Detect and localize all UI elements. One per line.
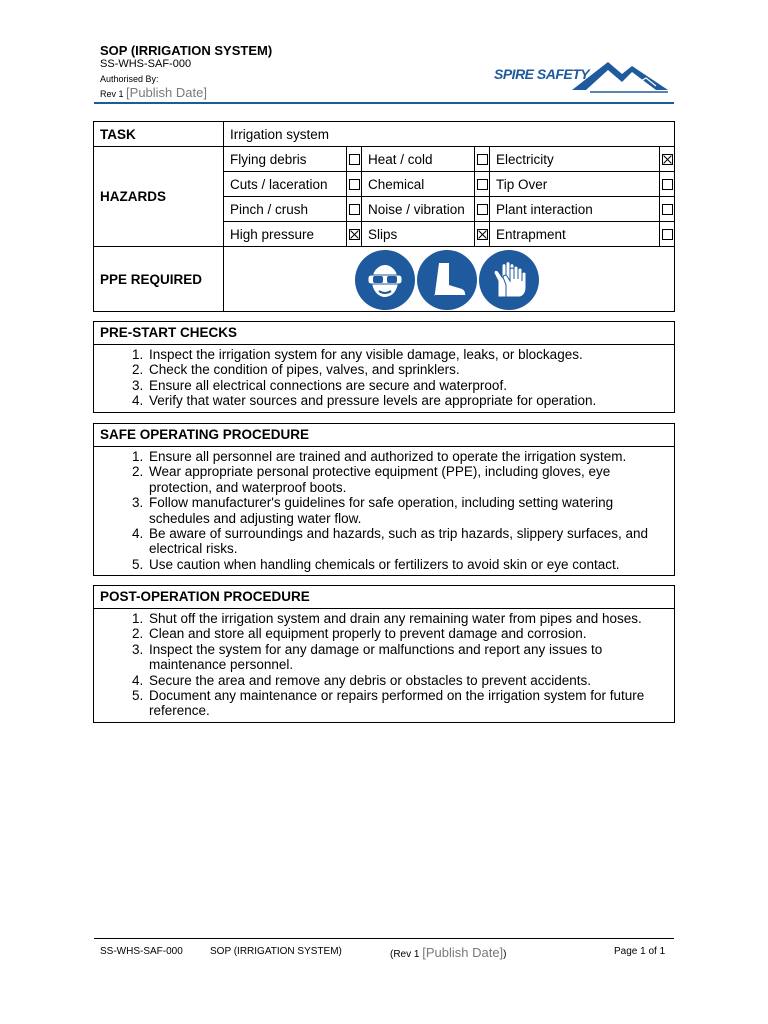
- list-item: 2. Check the condition of pipes, valves, and sprinklers.: [147, 362, 674, 377]
- hazard-checkbox[interactable]: [660, 172, 675, 197]
- unchecked-checkbox-icon: [662, 229, 673, 240]
- post-operation-list: [94, 611, 674, 719]
- hazard-name: Entrapment: [490, 222, 660, 247]
- section-heading: POST-OPERATION PROCEDURE: [94, 586, 674, 609]
- footer-rev-open: (Rev 1: [390, 949, 420, 960]
- unchecked-checkbox-icon: [662, 204, 673, 215]
- gloves-icon: [479, 250, 539, 310]
- post-operation-procedure-section: [93, 585, 675, 723]
- footer-title: SOP (IRRIGATION SYSTEM): [210, 946, 342, 957]
- task-row: [94, 122, 675, 147]
- hazard-checkbox[interactable]: [660, 197, 675, 222]
- unchecked-checkbox-icon: [349, 204, 360, 215]
- hazard-name: High pressure: [224, 222, 347, 247]
- list-item: 1. Inspect the irrigation system for any visible damage, leaks, or blockages.: [147, 347, 674, 362]
- ppe-label: PPE REQUIRED: [94, 247, 224, 312]
- hazard-checkbox[interactable]: [347, 197, 362, 222]
- authorised-by: Authorised By:: [100, 74, 159, 84]
- footer-publish-date[interactable]: [Publish Date]: [422, 945, 504, 960]
- eye-protection-icon: [355, 250, 415, 310]
- ppe-icons-cell: [224, 247, 675, 312]
- header-rule: [94, 102, 674, 104]
- revision-line: [100, 85, 207, 100]
- footer-rule: [94, 938, 674, 939]
- safe-operating-list: [94, 449, 674, 572]
- unchecked-checkbox-icon: [349, 154, 360, 165]
- list-item: 1. Ensure all personnel are trained and authorized to operate the irrigation system.: [147, 449, 674, 464]
- hazard-name: Noise / vibration: [362, 197, 475, 222]
- hazard-checkbox[interactable]: [660, 147, 675, 172]
- unchecked-checkbox-icon: [349, 179, 360, 190]
- footer-rev-close: ): [503, 949, 507, 960]
- spire-safety-logo: [490, 54, 670, 96]
- hazard-name: Plant interaction: [490, 197, 660, 222]
- section-heading: PRE-START CHECKS: [94, 322, 674, 345]
- document-code: SS-WHS-SAF-000: [100, 58, 192, 70]
- hazard-checkbox[interactable]: [347, 147, 362, 172]
- hazard-name: Electricity: [490, 147, 660, 172]
- unchecked-checkbox-icon: [477, 204, 488, 215]
- unchecked-checkbox-icon: [662, 179, 673, 190]
- hazard-checkbox[interactable]: [475, 197, 490, 222]
- logo-text: SPIRE SAFETY: [494, 66, 590, 82]
- hazard-checkbox[interactable]: [347, 172, 362, 197]
- unchecked-checkbox-icon: [477, 179, 488, 190]
- checked-checkbox-icon: [477, 229, 488, 240]
- unchecked-checkbox-icon: [477, 154, 488, 165]
- list-item: 4. Verify that water sources and pressure levels are appropriate for operation.: [147, 393, 674, 408]
- hazard-name: Pinch / crush: [224, 197, 347, 222]
- list-item: 3. Ensure all electrical connections are secure and waterproof.: [147, 378, 674, 393]
- hazard-checkbox[interactable]: [660, 222, 675, 247]
- hazard-name: Cuts / laceration: [224, 172, 347, 197]
- checked-checkbox-icon: [662, 154, 673, 165]
- document-title: SOP (IRRIGATION SYSTEM): [100, 43, 273, 58]
- list-item: 5. Use caution when handling chemicals or fertilizers to avoid skin or eye contact.: [147, 557, 674, 572]
- hazard-checkbox[interactable]: [475, 172, 490, 197]
- hazard-name: Heat / cold: [362, 147, 475, 172]
- footer-revision: [390, 945, 507, 960]
- checked-checkbox-icon: [349, 229, 360, 240]
- task-hazard-table: [93, 121, 675, 312]
- list-item: 4. Secure the area and remove any debris or obstacles to prevent accidents.: [147, 673, 674, 688]
- list-item: 1. Shut off the irrigation system and drain any remaining water from pipes and hoses.: [147, 611, 674, 626]
- list-item: 2. Wear appropriate personal protective equipment (PPE), including gloves, eye protection, and waterproof boots.: [147, 464, 674, 495]
- hazard-name: Tip Over: [490, 172, 660, 197]
- hazard-name: Flying debris: [224, 147, 347, 172]
- hazard-checkbox[interactable]: [475, 147, 490, 172]
- task-value: Irrigation system: [224, 122, 675, 147]
- task-label: TASK: [94, 122, 224, 147]
- revision-label: Rev 1: [100, 89, 124, 99]
- safe-operating-procedure-section: [93, 423, 675, 576]
- list-item: 2. Clean and store all equipment properly to prevent damage and corrosion.: [147, 626, 674, 641]
- pre-start-list: [94, 347, 674, 409]
- section-heading: SAFE OPERATING PROCEDURE: [94, 424, 674, 447]
- hazard-checkbox[interactable]: [347, 222, 362, 247]
- list-item: 5. Document any maintenance or repairs performed on the irrigation system for future reference.: [147, 688, 674, 719]
- hazard-row: [94, 147, 675, 172]
- hazard-checkbox[interactable]: [475, 222, 490, 247]
- list-item: 3. Follow manufacturer's guidelines for safe operation, including setting watering schedules and adjusting water flow.: [147, 495, 674, 526]
- safety-boots-icon: [417, 250, 477, 310]
- hazards-label: HAZARDS: [94, 147, 224, 247]
- page-number: Page 1 of 1: [614, 946, 666, 957]
- hazard-name: Slips: [362, 222, 475, 247]
- list-item: 3. Inspect the system for any damage or malfunctions and report any issues to maintenance personnel.: [147, 642, 674, 673]
- footer-code: SS-WHS-SAF-000: [100, 946, 183, 957]
- hazard-name: Chemical: [362, 172, 475, 197]
- pre-start-checks-section: [93, 321, 675, 413]
- publish-date-placeholder[interactable]: [Publish Date]: [126, 85, 207, 100]
- list-item: 4. Be aware of surroundings and hazards, such as trip hazards, slippery surfaces, and electrical risks.: [147, 526, 674, 557]
- ppe-row: [94, 247, 675, 312]
